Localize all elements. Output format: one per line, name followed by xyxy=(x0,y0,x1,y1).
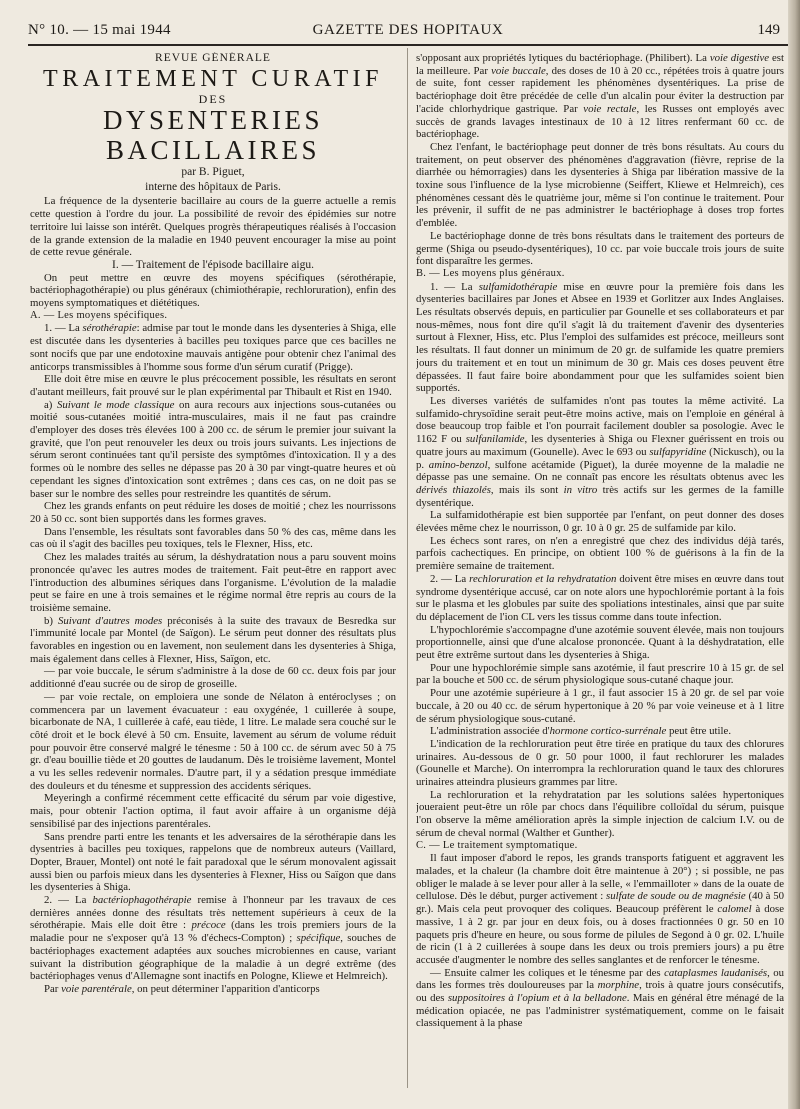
left-column xyxy=(30,52,396,1092)
sulfonamide-failures-paragraph: Les échecs sont rares, on n'en a enregistré que chez des individus déjà tarés, parfois cachectiques. En principe, on obtient 100 % de guérisons à la fin de la première semaine de traitement. xyxy=(416,534,784,573)
paragraph-text: Par xyxy=(44,983,62,995)
term-oral-route: voie buccale xyxy=(491,64,546,77)
journal-title: GAZETTE DES HOPITAUX xyxy=(312,22,504,38)
term-sulfanilamide: sulfanilamide xyxy=(465,433,525,446)
paragraph-text: remise à l'honneur par les travaux de ces dernières années donne des résultats très nettement supérieurs à ceux de la sérothérapie. Mais elle doit être : xyxy=(30,894,396,932)
term-cataplasms: cataplasmes laudanisés xyxy=(664,966,768,979)
paragraph-text: , des doses de 10 à 20 cc., répétées trois à quatre jours de suite, font cesser rapidement les phénomènes dysentériques. La prise de bactériophage doit être précédée de celle d'un alcalin pour éviter la destruction par l'acide chlorhydrique gastrique. Par xyxy=(416,64,784,115)
paragraph-text: — Ensuite calmer les coliques et le ténesme par des xyxy=(430,966,665,979)
paragraph-text: L'administration associée d' xyxy=(430,725,550,738)
item-letter: a) xyxy=(44,398,57,411)
rest-purge-paragraph xyxy=(416,852,784,966)
term-sulfonamide-therapy: sulfamidothérapie xyxy=(478,280,558,293)
paragraph-text: (Nickusch), ou la p. xyxy=(416,445,784,471)
paragraph-text: , ou dans les formes très douloureuses par la xyxy=(416,966,784,992)
term-serotherapy: sérothérapie xyxy=(82,322,137,335)
paragraph-text: mise en œuvre pour la première fois dans les dysenteries bacillaires par Jones et Absee en 1939 et Gorlitzer aux Indes Anglaises. Les résultats observés depuis, en particulier par Gounelle et ses collaborateurs et par nous-mêmes, nous font dire qu'il s'agit là du traitement d'avenir des dysenteries surtout à Flexner, Hiss, etc. Plus l'emploi des sulfamides est précoce, meilleurs sont les résultats. Il faut donner un minimum de 20 gr. de sulfamide les quatre premiers jours du traitement et en tout un minimum de 30 gr. Mais ces doses peuvent être dépassées. Il faut faire boire abondamment pour que les sulfamides soient bien supportés. xyxy=(416,280,784,395)
column-divider xyxy=(407,48,408,1088)
hypertonic-paragraph: La rechloruration et la rehydratation par les solutions salées hypertoniques joueraient peut-être un rôle par chocs dans l'équilibre colloïdal du sérum, puisque l'on observe la même amélioration après la simple injection de calcium I.V. ou de sérum de cheval normal (Walther et Gunther). xyxy=(416,788,784,839)
means-paragraph: On peut mettre en œuvre des moyens spécifiques (sérothérapie, bactériophagothérapie) ou plus généraux (chimiothérapie, rechloruration), enfin des moyens symptomatiques et diététiques. xyxy=(30,271,396,310)
paragraph-text: très actifs sur les germes de la famille dysentérique. xyxy=(416,483,784,509)
hypochloremia-paragraph: L'hypochlorémie s'accompagne d'une azotémie souvent élevée, mais non toujours proportionnelle, ainsi que d'une alcalose prononcée. Quant à la déshydratation, elle peut être extrême surtout dans les dysenteries à Shiga. xyxy=(416,623,784,662)
paragraph-text: doivent être mises en œuvre dans tout syndrome dysentérique accusé, car on note alors une hypochlorémie portant à la fois sur le plasma et les globules par suite des spoliations intestinales, ainsi que par suite du déplacement de l'ion CL vers les tissus comme dans toute infection. xyxy=(416,572,784,623)
term-cortico-hormone: hormone cortico-surrénale xyxy=(549,725,667,738)
item-number: 2. — La xyxy=(44,894,93,907)
other-modes-paragraph xyxy=(30,615,396,666)
paragraph-text: . Mais en général être ménagé de la médication opiacée, ne pas l'administrer systématiquement, comme on le faisait classiquement à la phase xyxy=(416,992,784,1030)
paragraph-text: , mais ils sont xyxy=(490,483,564,496)
simple-hypochloremia-paragraph: Pour une hypochlorémie simple sans azotémie, il faut prescrire 10 à 15 gr. de sel par la bouche et 500 cc. de sérum physiologique sous-cutané chaque jour. xyxy=(416,661,784,687)
paragraph-text: , les Russes ont employés avec succès de grands lavages intestinaux de 10 à 12 litres renfermant 60 cc. de bactériophage. xyxy=(416,102,784,141)
term-specific: spécifique xyxy=(296,932,341,945)
heading-symptomatic: C. — Le traitement symptomatique. xyxy=(416,839,578,851)
paragraph-text: peut être utile. xyxy=(666,725,732,738)
header-rule xyxy=(28,44,788,46)
term-sulfate: sulfate de soude ou de magnésie xyxy=(606,890,746,903)
paragraph-text: , sulfone acétamide (Piguet), la durée moyenne de la maladie ne dépasse pas une semaine. On ne connaît pas encore les résultats obtenus avec les xyxy=(416,458,784,484)
heading-general-means: B. — Les moyens plus généraux. xyxy=(416,267,565,279)
oral-route-paragraph: — par voie buccale, le sérum s'administre à la dose de 60 cc. deux fois par jour additionné d'eau sucrée ou de sirop de groseille. xyxy=(30,665,396,691)
children-paragraph: Chez les grands enfants on peut réduire les doses de moitié ; chez les nourrissons 20 à 50 cc. sont bien supportés dans les formes graves. xyxy=(30,500,396,525)
sulfonamide-paragraph xyxy=(416,281,784,395)
urinary-chlorides-paragraph: L'indication de la rechloruration peut être tirée en pratique du taux des chlorures urinaires. Au-dessous de 0 gr. 50 pour 1000, il faut rechlorurer les malades (Gounelle et Marche). On interrompra la rechloruration quand le taux des chlorures urinaires atteindra plusieurs grammes par litre. xyxy=(416,737,784,789)
paragraph-text: on aura recours aux injections sous-cutanées ou moitié sous-cutanées moitié intra-musculaires, mais il ne faut pas craindre d'employer des doses très élevées 100 à 200 cc. de sérum le premier jour suivant la gravité, que l'on peut renouveler les deux ou trois jours suivants. Les injections de sérum seront continuées tant qu'il persiste des symptômes d'intoxication. Il y a des formes où le nombre des selles ne dépasse pas 20 à 30 par vingt-quatre heures et où cependant les signes d'intoxication sont extrêmes ; dans ces cas, on ne doit pas se baser sur le nombre des selles pour restreindre les quantités de sérum. xyxy=(30,398,396,500)
sulfonamide-children-paragraph: La sulfamidothérapie est bien supportée par l'enfant, on peut donner des doses élevées même chez le nourrisson, 0 gr. 10 à 0 gr. 25 de sulfamide par kilo. xyxy=(416,509,784,535)
intro-paragraph: La fréquence de la dysenterie bacillaire au cours de la guerre actuelle a remis cette question à l'ordre du jour. La possibilité de revoir des épidémies sur notre territoire lui laisse son intérêt. Quelques progrès thérapeutiques réalisés à l'occasion de la grande extension de la maladie en 1940 peuvent encourager la mise au point de cette revue générale. xyxy=(30,195,396,259)
author-byline: par B. Piguet, xyxy=(181,166,245,179)
colic-paragraph xyxy=(416,967,784,1031)
term-rectal-route: voie rectale xyxy=(583,102,637,115)
term-rechloruration: rechloruration et la rehydratation xyxy=(469,572,617,585)
item-number: 1. — La xyxy=(44,322,83,335)
paragraph-text: préconisés à la suite des travaux de Besredka sur l'immunité locale par Montel (de Saïgon). Le sérum peut donner des résultats plus favorables en ingestion ou en lavement, non seulement dans les dysenteries à Shiga, mais également dans celles à Flexner, Hiss, Saïgon, etc. xyxy=(30,614,396,665)
paragraph-text: (dans les trois premiers jours de la maladie pour ne s'exposer qu'à 13 % d'échecs-Compton) ; xyxy=(30,919,396,945)
term-sulfapyridine: sulfapyridine xyxy=(649,445,707,458)
serotherapy-paragraph xyxy=(30,322,396,373)
paragraph-text: , on peut déterminer l'apparition d'anticorps xyxy=(131,983,320,995)
paragraph-text: Il faut imposer d'abord le repos, les grands transports fatiguent et aggravent les malades, et la chaleur (la chambre doit être maintenue à 20°) ; si possible, ne pas obliger le malade à se lever pour aller à la selle, « l'emmailloter » dans de la ouate de cellulose. Dès le début, purger activement : xyxy=(416,852,784,903)
issue-date: N° 10. — 15 mai 1944 xyxy=(28,22,171,38)
paragraph-text: s'opposant aux propriétés lytiques du bactériophage. (Philibert). La xyxy=(416,52,710,64)
rechloruration-paragraph xyxy=(416,573,784,624)
meyeringh-paragraph: Meyeringh a confirmé récemment cette efficacité du sérum par voie digestive, mais, pour obtenir l'action optima, il faut avoir affaire à un organisme déjà sensibilisé par des injections parentérales. xyxy=(30,792,396,830)
term-thiazole-derivatives: dérivés thiazolés xyxy=(416,483,491,496)
hormone-paragraph xyxy=(416,725,784,738)
serotherapy-paragraph-2: Elle doit être mise en œuvre le plus précocement possible, les résultats en seront d'autant meilleurs, fait prouvé sur le plan expérimental par Thibault et Rist en 1940. xyxy=(30,373,396,398)
article-title-line2: DES xyxy=(198,91,228,106)
paragraph-text: (40 à 50 gr.). Mais cela peut provoquer des coliques. Beaucoup préfèrent le xyxy=(416,890,784,916)
term-amino-benzol: amino-benzol xyxy=(428,458,488,471)
continued-paragraph xyxy=(416,52,784,141)
paragraph-text: Les diverses variétés de sulfamides n'ont pas toutes la même activité. La sulfamido-chrysoïdine serait peut-être moins active, mais on l'emploie en général à dose beaucoup trop faible et l'on pourrait facilement doubler sa posologie. Avec le 1162 F ou xyxy=(416,394,784,446)
paragraph-text: , souches de bactériophages exactement adaptées aux souches microbiennes en cause, variant suivant la distribution géographique de la maladie à un degré extrême (des bactériophages venus d'Allemagne sont inactifs en Pologne, Kliewe et Helmreich). xyxy=(30,932,396,983)
heading-part-1: I. — Traitement de l'épisode bacillaire aigu. xyxy=(112,258,314,271)
carriers-paragraph: Le bactériophage donne de très bons résultats dans le traitement des porteurs de germe (Shiga ou pseudo-dysentériques), 10 cc. par voie buccale trois jours de suite font disparaître les germes. xyxy=(416,229,784,268)
heading-specific-means: A. — Les moyens spécifiques. xyxy=(30,309,168,321)
article-title-line1: TRAITEMENT CURATIF xyxy=(43,65,383,92)
azotemia-paragraph: Pour une azotémie supérieure à 1 gr., il faut associer 15 à 20 gr. de sel par voie buccale, à 20 ou 40 cc. de sérum hypertonique à 20 % par voie veineuse et à 1 litre de sérum physiologique sous-cutané. xyxy=(416,687,784,725)
paragraph-text: , les dysenteries à Shiga ou Flexner guérissent en trois ou quatre jours au maximum (Gounelle). Avec le 693 ou xyxy=(416,433,784,458)
paragraph-text: est la meilleure. Par xyxy=(416,52,784,77)
rectal-route-paragraph: — par voie rectale, on emploiera une sonde de Nélaton à entéroclyses ; on commencera par un lavement évacuateur : eau oxygénée, 1 cuillerée à soupe, bicarbonate de NA, 1 cuillerée à café, eau tiède, 1 litre. Le malade sera couché sur le côté droit et le bock élevé à 50 cm. Ensuite, lavement au sérum de volume réduit pour pouvoir être conservé malgré le ténesme : 50 à 100 cc. de sérum avec 50 à 75 gr. d'eau bouillie tiède et 20 gouttes de laudanum. Dès le troisième lavement, Montel a vu les selles redevenir normales. D'autre part, il y a sédation presque immédiate des douleurs et du ténesme et suppression des accidents sériques. xyxy=(30,690,396,792)
term-parenteral: voie parentérale xyxy=(61,983,132,995)
page-number: 149 xyxy=(757,22,780,38)
term-suppositories: suppositoires à l'opium et à la belladone xyxy=(447,992,627,1005)
dehydration-paragraph: Chez les malades traités au sérum, la déshydratation nous a paru souvent moins prononcée qu'avec les autres modes de traitement. Fait peut-être en rapport avec l'introduction des albumines sériques dans l'organisme. L'évolution de la maladie peut se faire en une à trois semaines et le régime normal être repris au cours de la troisième semaine. xyxy=(30,551,396,614)
item-number: 1. — La xyxy=(430,280,479,293)
paragraph-text: : admise par tout le monde dans les dysenteries à Shiga, elle est discutée dans les dysenteries à bacilles peu toxiques parce que ces bacilles ne sont nocifs que par une endotoxine mauvais antigène pour obtenir chez l'animal des anticorps transmissibles à l'homme sous forme d'un sérum curatif (Prigge). xyxy=(30,322,396,373)
sulfonamide-varieties-paragraph xyxy=(416,395,784,509)
term-calomel: calomel xyxy=(717,903,752,916)
overall-results-paragraph: Dans l'ensemble, les résultats sont favorables dans 50 % des cas, même dans les cas où il s'agit des bacilles peu toxiques, tels le Flexner, Hiss, etc. xyxy=(30,525,396,551)
paragraph-text: , trois à quatre jours consécutifs, ou des xyxy=(416,979,784,1005)
term-classic-mode: Suivant le mode classique xyxy=(56,398,175,411)
section-label: REVUE GÉNÉRALE xyxy=(155,52,271,64)
article-title-line3: DYSENTERIES BACILLAIRES xyxy=(103,105,323,166)
term-digestive-route: voie digestive xyxy=(709,52,770,64)
term-bacteriophage: bactériophagothérapie xyxy=(92,894,192,907)
term-morphine: morphine xyxy=(597,979,640,992)
running-header xyxy=(28,22,788,44)
term-other-modes: Suivant d'autres modes xyxy=(57,614,163,627)
classic-mode-paragraph xyxy=(30,399,396,501)
page-binding-edge xyxy=(788,0,800,1109)
paragraph-text: à dose massive, 1 à 2 gr. par jour en deux fois, ou à doses fractionnées 0 gr. 50 en 10 paquets pris d'heure en heure, ou sous forme de pilules de Segond à 0 gr. 02. L'huile de ricin (1 à 2 cuillerées à soupe dans les deux ou trois premiers jours) a pu être accusée d'augmenter le nombre des selles sanglantes et de renforcer le ténesme. xyxy=(416,903,784,966)
monovalent-serum-paragraph: Sans prendre parti entre les tenants et les adversaires de la sérothérapie dans les dysentries à bacilles peu toxiques, rappelons que de nombreux auteurs (Vaillard, Dopter, Brauer, Montel) ont noté le fait paradoxal que le sérum monovalent agissait aussi bien ou parfois mieux dans les dysenteries à Flexner, Hiss ou Saïgon que dans les dysenteries à Shiga. xyxy=(30,830,396,894)
parenteral-paragraph xyxy=(30,983,396,996)
author-affiliation: interne des hôpitaux de Paris. xyxy=(145,181,281,194)
item-number: 2. — La xyxy=(430,572,470,585)
term-in-vitro: in vitro xyxy=(563,483,598,496)
term-early: précoce xyxy=(191,919,226,932)
child-bacteriophage-paragraph: Chez l'enfant, le bactériophage peut donner de très bons résultats. Au cours du traitement, on peut observer des phénomènes d'aggravation (fièvre, reprise de la diarrhée ou hémorragies) dans les dysenteries à Shiga par libération massive de la toxine sous l'influence de la lyse microbienne (Seiffert, Kliewe et Helmreich), ces phénomènes cessant dès le quatrième jour, même si l'on continue le traitement. Pour les prévenir, il suffit de ne pas administrer le bactériophage à doses trop fortes d'emblée. xyxy=(416,140,784,230)
right-column xyxy=(416,52,784,1092)
item-letter: b) xyxy=(44,614,58,627)
bacteriophage-paragraph xyxy=(30,894,396,983)
